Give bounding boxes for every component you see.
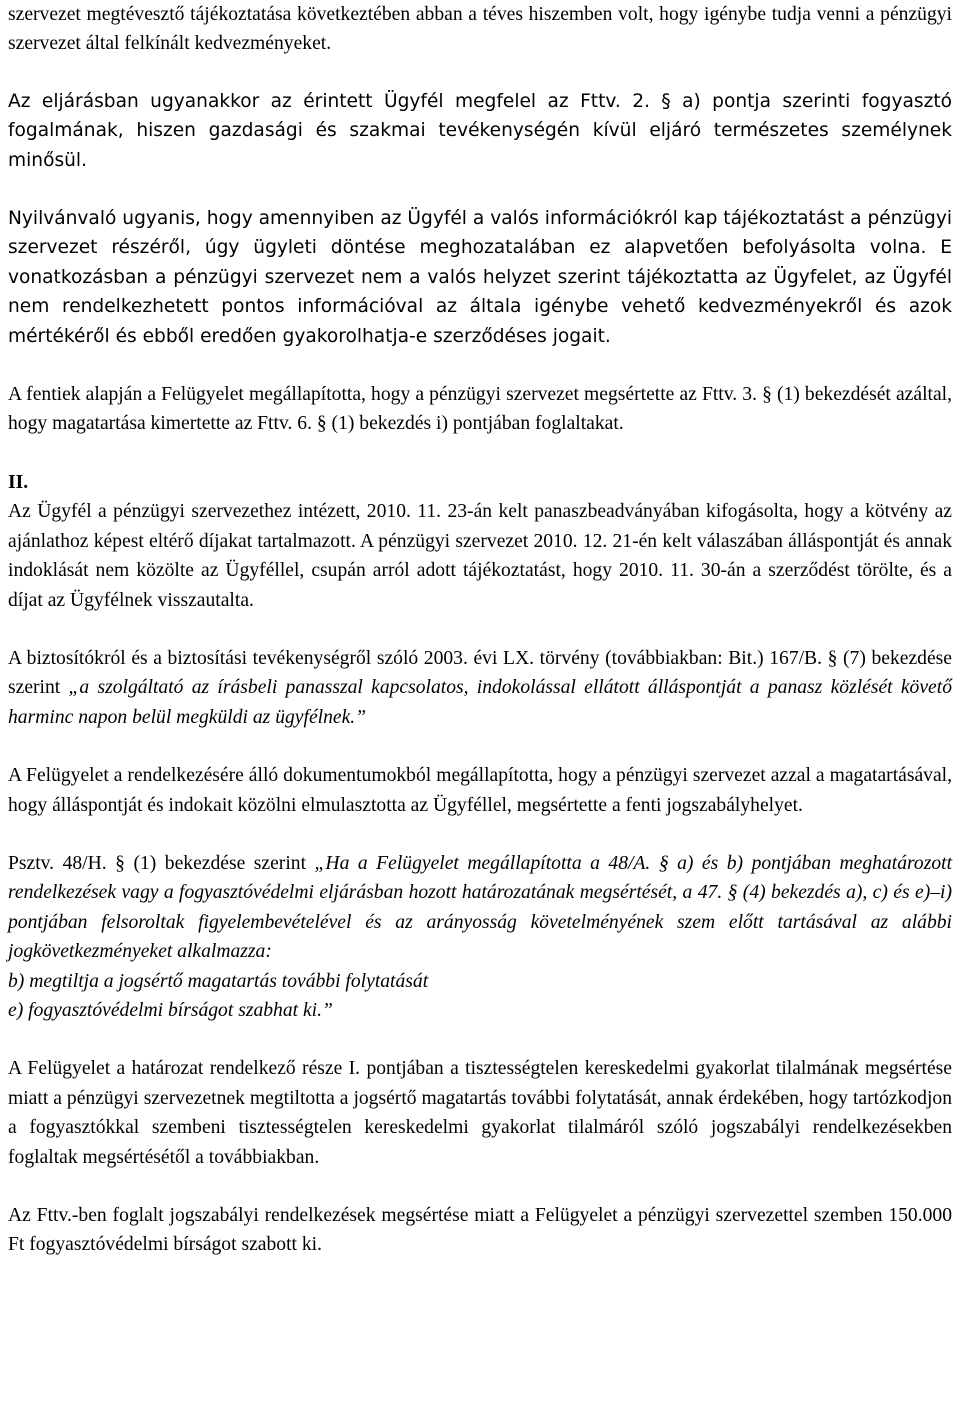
paragraph-continuation	[8, 0, 952, 59]
section-heading: II.	[8, 471, 29, 493]
paragraph-text: A fentiek alapján a Felügyelet megállapította, hogy a pénzügyi szervezet megsértette az Fttv. 3. § (1) bekezdését azáltal, hogy magatartása kimertette az Fttv. 6. § (1) bekezdés i) pontjában foglaltakat.	[8, 384, 952, 435]
paragraph-fine	[8, 1201, 952, 1260]
legal-quote-item-e: e) fogyasztóvédelmi bírságot szabhat ki.”	[8, 999, 333, 1021]
document-page	[8, 0, 952, 1260]
paragraph-information	[8, 204, 952, 351]
paragraph-text: Az Fttv.-ben foglalt jogszabályi rendelkezések megsértése miatt a Felügyelet a pénzügyi szervezettel szemben 150.000 Ft fogyasztóvédelmi bírságot szabott ki.	[8, 1205, 952, 1256]
paragraph-text: szervezet megtévesztő tájékoztatása következtében abban a téves hiszemben volt, hogy igénybe tudja venni a pénzügyi szervezet által felkínált kedvezményeket.	[8, 4, 952, 55]
paragraph-violation	[8, 761, 952, 820]
paragraph-finding	[8, 380, 952, 439]
paragraph-complaint	[8, 497, 952, 615]
paragraph-prohibition	[8, 1054, 952, 1172]
paragraph-bit-quote	[8, 644, 952, 732]
legal-quote: „a szolgáltató az írásbeli panasszal kapcsolatos, indokolással ellátott álláspontját a panasz közlését követő harminc napon belül megküldi az ügyfélnek.”	[8, 677, 952, 728]
paragraph-text: A Felügyelet a határozat rendelkező része I. pontjában a tisztességtelen kereskedelmi gyakorlat tilalmának megsértése miatt a pénzügyi szervezetnek megtiltotta a jogsértő magatartás további folytatását, annak érdekében, hogy tartózkodjon a fogyasztókkal szembeni tisztességtelen kereskedelmi gyakorlat tilalmáról szóló jogszabályi rendelkezésekben foglaltak megsértésétől a továbbiakban.	[8, 1058, 952, 1168]
paragraph-text: A Felügyelet a rendelkezésére álló dokumentumokból megállapította, hogy a pénzügyi szervezet azzal a magatartásával, hogy álláspontját és indokait közölni elmulasztotta az Ügyféllel, megsértette a fenti jogszabályhelyet.	[8, 765, 952, 816]
paragraph-text: A biztosítókról és a biztosítási tevékenységről szóló 2003. évi LX. törvény (továbbiakban: Bit.) 167/B. § (7) bekezdése szerint	[8, 647, 952, 699]
paragraph-psztv-quote	[8, 849, 952, 1025]
paragraph-text: Nyilvánvaló ugyanis, hogy amennyiben az Ügyfél a valós információkról kap tájékoztatást a pénzügyi szervezet részéről, úgy ügyleti döntése meghozatalában ez alapvetően befolyásolta volna. E vonatkozásban a pénzügyi szervezet nem a valós helyzet szerint tájékoztatta az Ügyfelet, az Ügyfél nem rendelkezhetett pontos információval az általa igénybe vehető kedvezményekről és azok mértékéről és ebből eredően gyakorolhatja-e szerződéses jogait.	[8, 208, 952, 347]
paragraph-text: Az eljárásban ugyanakkor az érintett Ügyfél megfelel az Fttv. 2. § a) pontja szerinti fogyasztó fogalmának, hiszen gazdasági és szakmai tevékenységén kívül eljáró természetes személynek minősül.	[8, 90, 952, 171]
paragraph-text: Psztv. 48/H. § (1) bekezdése szerint	[8, 852, 315, 874]
legal-quote-item-b: b) megtiltja a jogsértő magatartás további folytatását	[8, 970, 429, 992]
legal-quote: „Ha a Felügyelet megállapította a 48/A. § a) és b) pontjában meghatározott rendelkezések vagy a fogyasztóvédelmi eljárásban hozott határozatának megsértését, a 47. § (4) bekezdés a), c) és e)–i) pontjában felsoroltak figyelembevételével és az arányosság követelményének szem előtt tartásával az alábbi jogkövetkezményeket alkalmazza:	[8, 852, 953, 963]
paragraph-text: Az Ügyfél a pénzügyi szervezethez intézett, 2010. 11. 23-án kelt panaszbeadványában kifogásolta, hogy a kötvény az ajánlathoz képest eltérő díjakat tartalmazott. A pénzügyi szervezet 2010. 12. 21-én kelt válaszában álláspontját és annak indoklását nem közölte az Ügyféllel, csupán arról adott tájékoztatást, hogy 2010. 11. 30-án a szerződést törölte, és a díjat az Ügyfélnek visszautalta.	[8, 501, 952, 611]
paragraph-consumer-status	[8, 87, 952, 175]
